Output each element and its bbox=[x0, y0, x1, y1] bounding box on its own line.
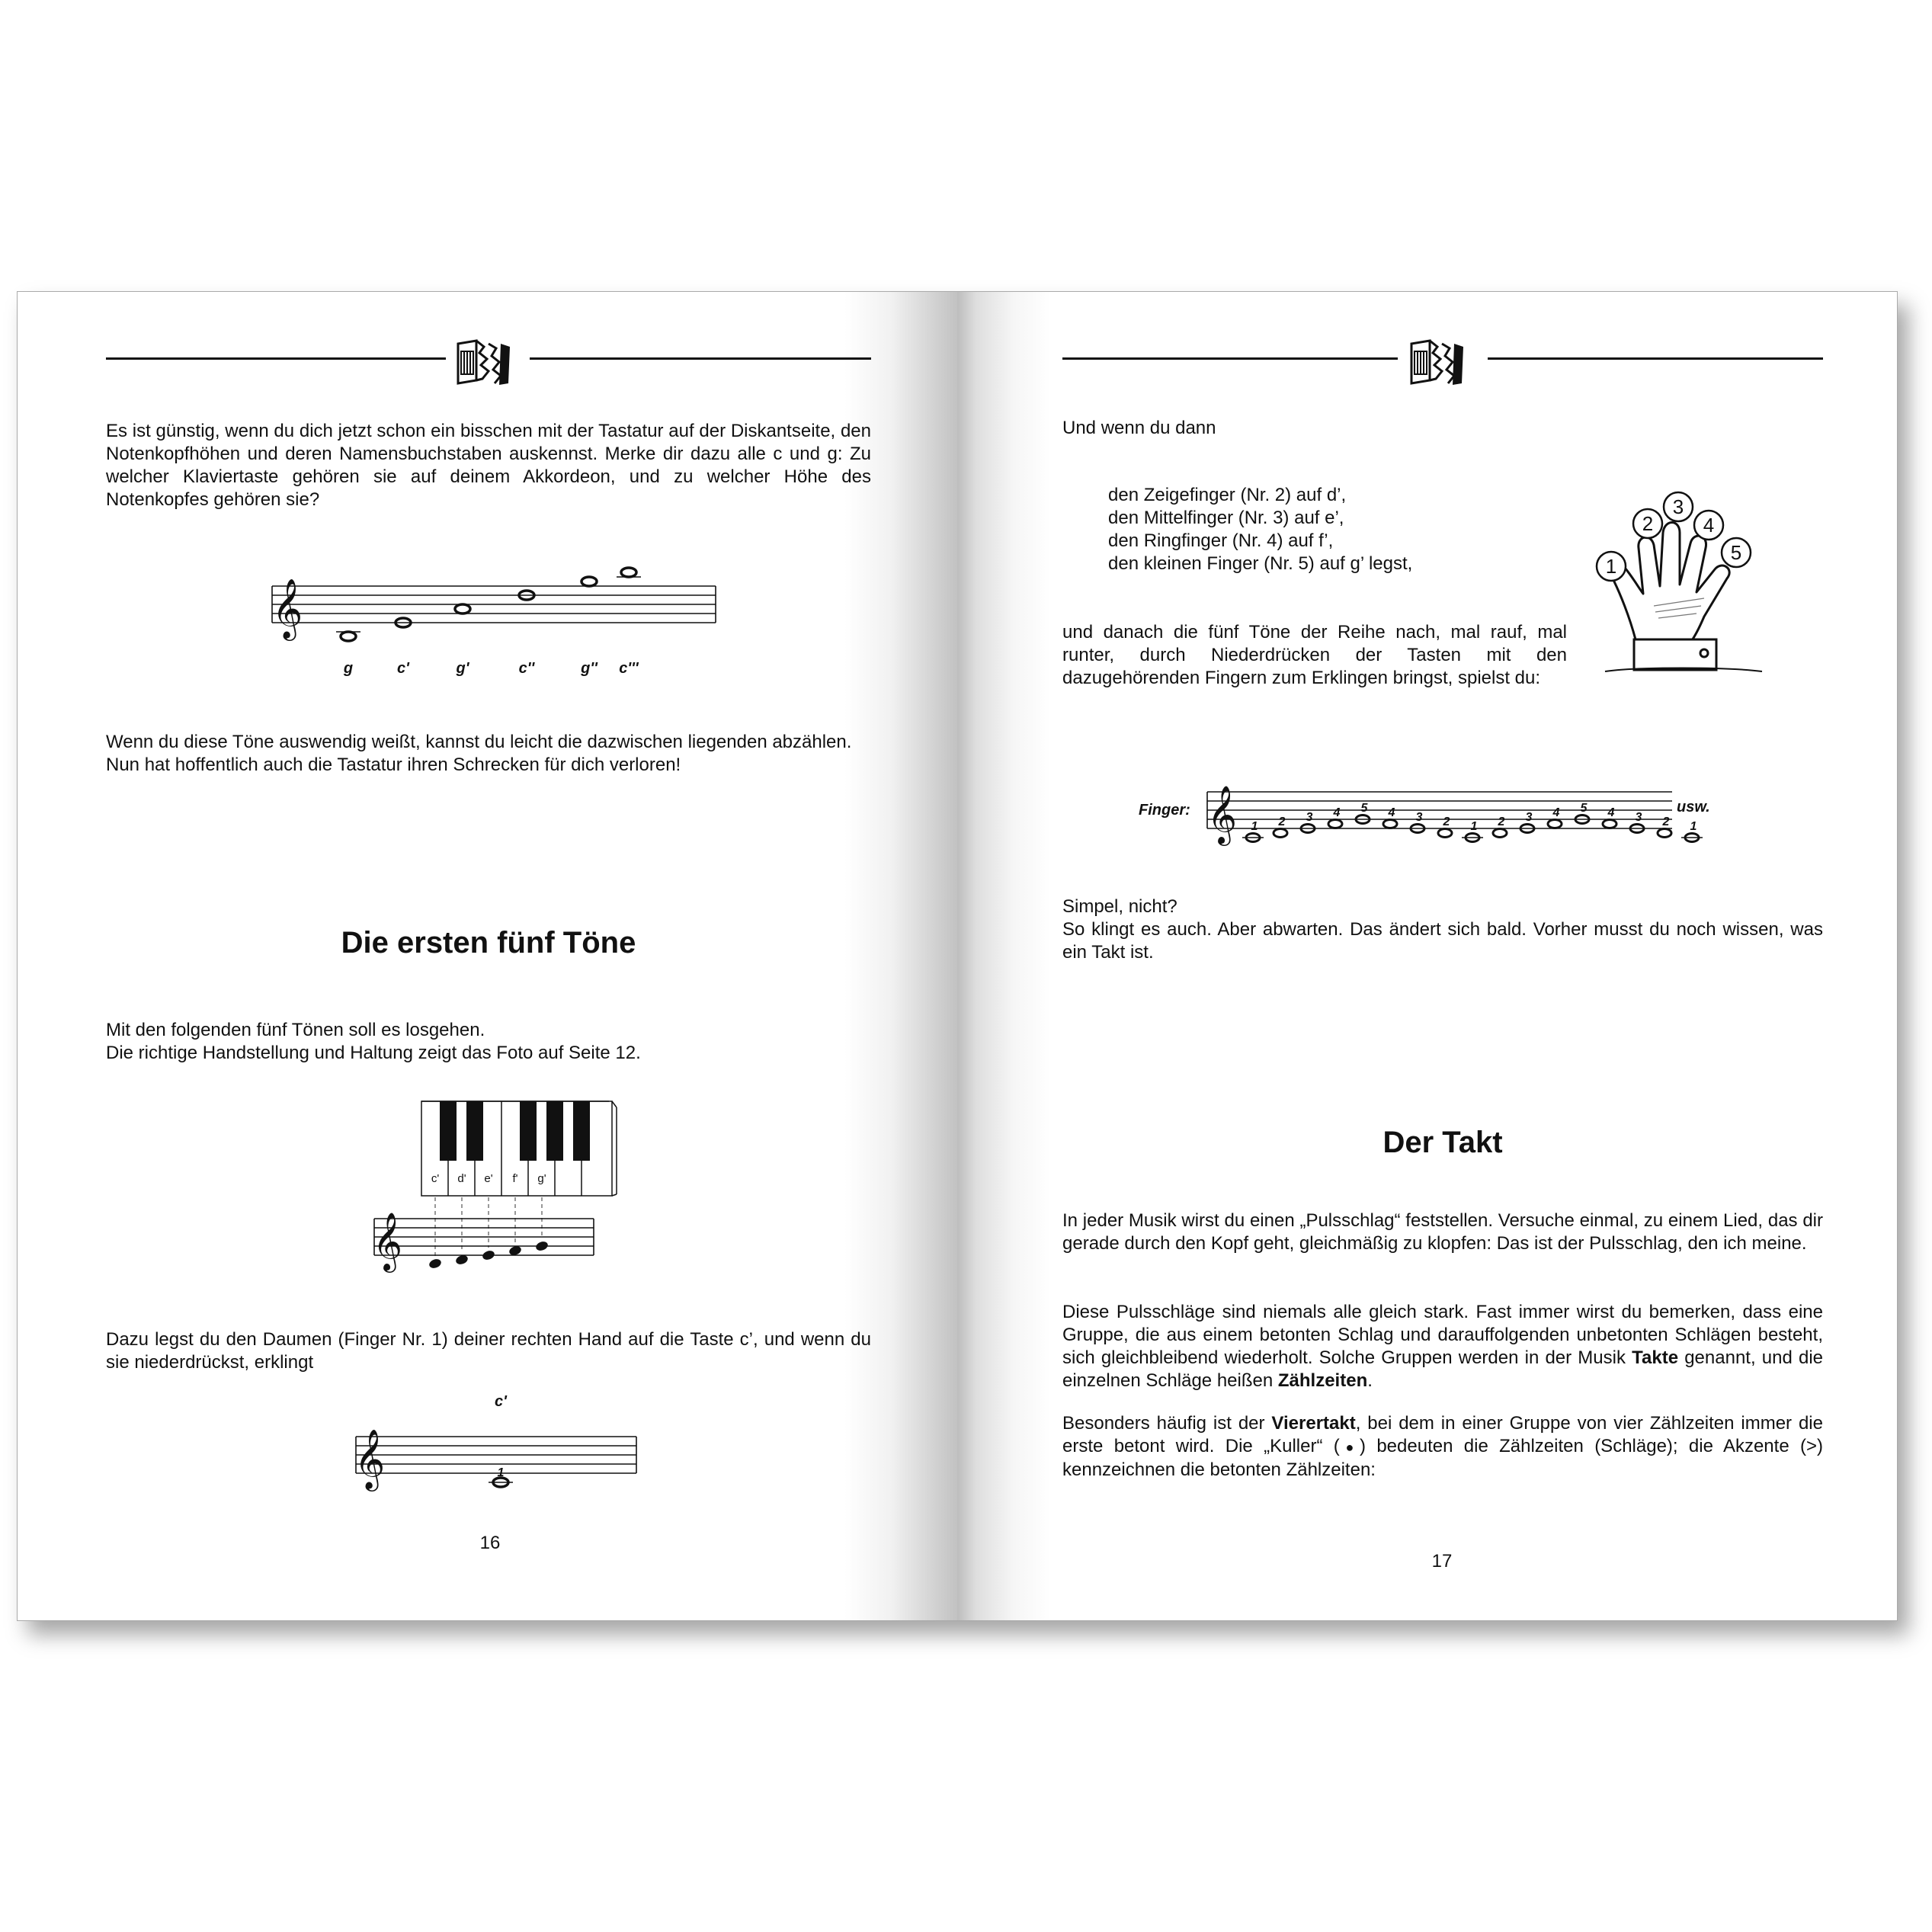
header-rule-right bbox=[530, 357, 871, 360]
paragraph-memorize bbox=[106, 731, 871, 777]
finger-number: 1 bbox=[497, 1466, 505, 1479]
term-takte: Takte bbox=[1632, 1347, 1679, 1368]
paragraph-text: und danach die fünf Töne der Reihe nach, mal rauf, mal runter, durch Niederdrücken der Tasten mit den dazugehörenden Fingern zum Erklingen bringst, spielst du: bbox=[1062, 622, 1567, 688]
exercise-finger-number: 4 bbox=[1333, 806, 1341, 819]
accordion-icon bbox=[453, 336, 514, 389]
header-rule-left bbox=[106, 357, 446, 360]
key-label-e: e' bbox=[484, 1172, 493, 1185]
paragraph-takte bbox=[1062, 1301, 1823, 1392]
accordion-icon bbox=[1407, 336, 1468, 389]
treble-clef-icon: 𝄞 bbox=[373, 1212, 403, 1270]
kuller-dot-icon: ● bbox=[1339, 1440, 1360, 1455]
paragraph-text: Es ist günstig, wenn du dich jetzt schon ein bisschen mit der Tastatur auf der Diskantseite, den Notenkopfhöhen und deren Namensbuchstaben auskennst. Merke dir dazu alle c und g: Zu welcher Klaviertaste gehören sie auf deinem Akkordeon, und zu welcher Höhe des Notenkopfes gehören sie? bbox=[106, 421, 871, 510]
exercise-finger-number: 1 bbox=[1470, 820, 1478, 833]
paragraph-text: Und wenn du dann bbox=[1062, 418, 1216, 438]
hand-finger-number: 2 bbox=[1642, 512, 1654, 535]
exercise-finger-number: 3 bbox=[1525, 811, 1533, 824]
exercise-finger-number: 1 bbox=[1690, 820, 1697, 833]
text-run: ) bedeuten die Zählzeiten (Schläge); die Akzente ( bbox=[1360, 1436, 1806, 1456]
finger-list-item: den kleinen Finger (Nr. 5) auf g’ legst, bbox=[1108, 553, 1413, 574]
exercise-finger-number: 5 bbox=[1360, 802, 1368, 815]
exercise-finger-number: 3 bbox=[1415, 811, 1423, 824]
finger-list-item: den Mittelfinger (Nr. 3) auf e’, bbox=[1108, 508, 1344, 528]
paragraph-start bbox=[106, 1019, 871, 1065]
keyboard-diagram bbox=[353, 1097, 617, 1292]
paragraph-text: Simpel, nicht? bbox=[1062, 896, 1177, 917]
exercise-note-head bbox=[1493, 829, 1507, 838]
key-label-f: f' bbox=[512, 1172, 518, 1185]
paragraph-text: Dazu legst du den Daumen (Finger Nr. 1) deiner rechten Hand auf die Taste c’, und wenn du sie niederdrückst, erklingt bbox=[106, 1329, 871, 1373]
key-label-g: g' bbox=[537, 1172, 546, 1185]
paragraph-text: Nun hat hoffentlich auch die Tastatur ihren Schrecken für dich verloren! bbox=[106, 755, 681, 775]
exercise-finger-number: 3 bbox=[1635, 811, 1642, 824]
exercise-note-head bbox=[1658, 829, 1671, 838]
staff-c-and-g-notes bbox=[254, 548, 726, 678]
paragraph-simple bbox=[1062, 896, 1823, 964]
finger-exercise-staff bbox=[1139, 760, 1710, 851]
exercise-note-head bbox=[1438, 829, 1452, 838]
hand-finger-number: 4 bbox=[1703, 514, 1715, 537]
exercise-finger-number: 3 bbox=[1306, 811, 1313, 824]
treble-clef-icon: 𝄞 bbox=[354, 1429, 386, 1489]
finger-label: Finger: bbox=[1139, 802, 1190, 819]
treble-clef-icon: 𝄞 bbox=[1207, 785, 1238, 844]
paragraph-text: So klingt es auch. Aber abwarten. Das ändert sich bald. Vorher musst du noch wissen, was ein Takt ist. bbox=[1062, 919, 1823, 963]
note-label-c1: c' bbox=[397, 660, 409, 677]
header-rule-right bbox=[1488, 357, 1823, 360]
exercise-finger-number: 4 bbox=[1552, 806, 1560, 819]
note-label-c2: c'' bbox=[518, 660, 535, 677]
text-run: Diese Pulsschläge sind niemals alle gleich stark. Fast immer wirst du bemerken, dass eine Gruppe, die aus einem betonten Schlag und darauffolgenden unbetonten Schlägen besteht, sich gleichbleibend wiederholt. Solche Gruppen werden in der Musik bbox=[1062, 1302, 1823, 1368]
finger-list-item: den Zeigefinger (Nr. 2) auf d’, bbox=[1108, 485, 1347, 505]
key-label-c: c' bbox=[431, 1172, 440, 1185]
text-run: . bbox=[1367, 1370, 1373, 1391]
staff-c1-note bbox=[338, 1386, 642, 1493]
exercise-notes bbox=[1242, 802, 1703, 842]
accent-mark-icon: > bbox=[1806, 1436, 1818, 1456]
paragraph-pulse bbox=[1062, 1210, 1823, 1255]
section-heading-first-five: Die ersten fünf Töne bbox=[341, 926, 636, 960]
paragraph-text bbox=[1062, 1301, 1823, 1392]
section-heading-der-takt: Der Takt bbox=[1383, 1126, 1503, 1159]
exercise-note-head bbox=[1548, 820, 1562, 828]
usw-label: usw. bbox=[1677, 799, 1710, 815]
text-run: , bei dem in einer Gruppe von vier Zählzeiten immer die erste betont wird. Die „Kuller“ ( bbox=[1062, 1413, 1823, 1456]
exercise-finger-number: 1 bbox=[1251, 820, 1258, 833]
exercise-finger-number: 2 bbox=[1662, 815, 1670, 828]
exercise-note-head bbox=[1603, 820, 1616, 828]
hand-finger-number: 5 bbox=[1730, 541, 1742, 564]
finger-list bbox=[1108, 484, 1535, 575]
exercise-finger-number: 2 bbox=[1443, 815, 1450, 828]
text-run: genannt, und die einzelnen Schläge heißen bbox=[1062, 1347, 1824, 1391]
right-page bbox=[957, 291, 1898, 1621]
hand-finger-number: 1 bbox=[1605, 555, 1617, 578]
note-label-c3: c''' bbox=[619, 660, 639, 677]
paragraph-thumb bbox=[106, 1328, 871, 1374]
note-label-g1: g' bbox=[456, 660, 469, 677]
exercise-finger-number: 4 bbox=[1388, 806, 1395, 819]
exercise-finger-number: 2 bbox=[1498, 815, 1505, 828]
exercise-note-head bbox=[1328, 820, 1342, 828]
page-number-right: 17 bbox=[1431, 1551, 1453, 1572]
paragraph-vierertakt bbox=[1062, 1412, 1823, 1482]
hand-finger-number: 3 bbox=[1672, 495, 1684, 518]
exercise-finger-number: 4 bbox=[1607, 806, 1615, 819]
text-run: ) kennzeichnen die betonten Zählzeiten: bbox=[1062, 1436, 1824, 1480]
finger-list-item: den Ringfinger (Nr. 4) auf f’, bbox=[1108, 530, 1334, 551]
paragraph-intro bbox=[1062, 417, 1823, 440]
header-rule-left bbox=[1062, 357, 1398, 360]
paragraph-text bbox=[1062, 1412, 1823, 1482]
paragraph-play bbox=[1062, 621, 1567, 690]
hand-illustration bbox=[1590, 464, 1773, 678]
key-label-d: d' bbox=[457, 1172, 466, 1185]
paragraph-text: In jeder Musik wirst du einen „Pulsschlag“ feststellen. Versuche einmal, zu einem Lied, das dir gerade durch den Kopf geht, gleichmäßig zu klopfen: Das ist der Pulsschlag, den ich meine. bbox=[1062, 1210, 1823, 1254]
term-vierertakt: Vierertakt bbox=[1271, 1413, 1356, 1434]
paragraph-text: Wenn du diese Töne auswendig weißt, kannst du leicht die dazwischen liegenden abzählen. bbox=[106, 732, 852, 752]
term-zaehlzeiten: Zählzeiten bbox=[1277, 1370, 1368, 1391]
note-label-c1: c' bbox=[495, 1393, 507, 1410]
paragraph-text: Mit den folgenden fünf Tönen soll es losgehen. bbox=[106, 1020, 485, 1040]
open-book bbox=[17, 291, 1898, 1621]
exercise-note-head bbox=[1383, 820, 1397, 828]
left-page bbox=[17, 291, 957, 1621]
exercise-note-head bbox=[1274, 829, 1287, 838]
note-label-g: g bbox=[343, 660, 354, 677]
treble-clef-icon: 𝄞 bbox=[272, 578, 303, 639]
note-label-g2: g'' bbox=[581, 660, 598, 677]
text-run: Besonders häufig ist der bbox=[1062, 1413, 1272, 1434]
paragraph-keyboard-intro bbox=[106, 420, 871, 511]
page-number-left: 16 bbox=[479, 1533, 501, 1553]
exercise-finger-number: 2 bbox=[1278, 815, 1286, 828]
exercise-finger-number: 5 bbox=[1580, 802, 1588, 815]
paragraph-text: Die richtige Handstellung und Haltung zeigt das Foto auf Seite 12. bbox=[106, 1043, 641, 1063]
